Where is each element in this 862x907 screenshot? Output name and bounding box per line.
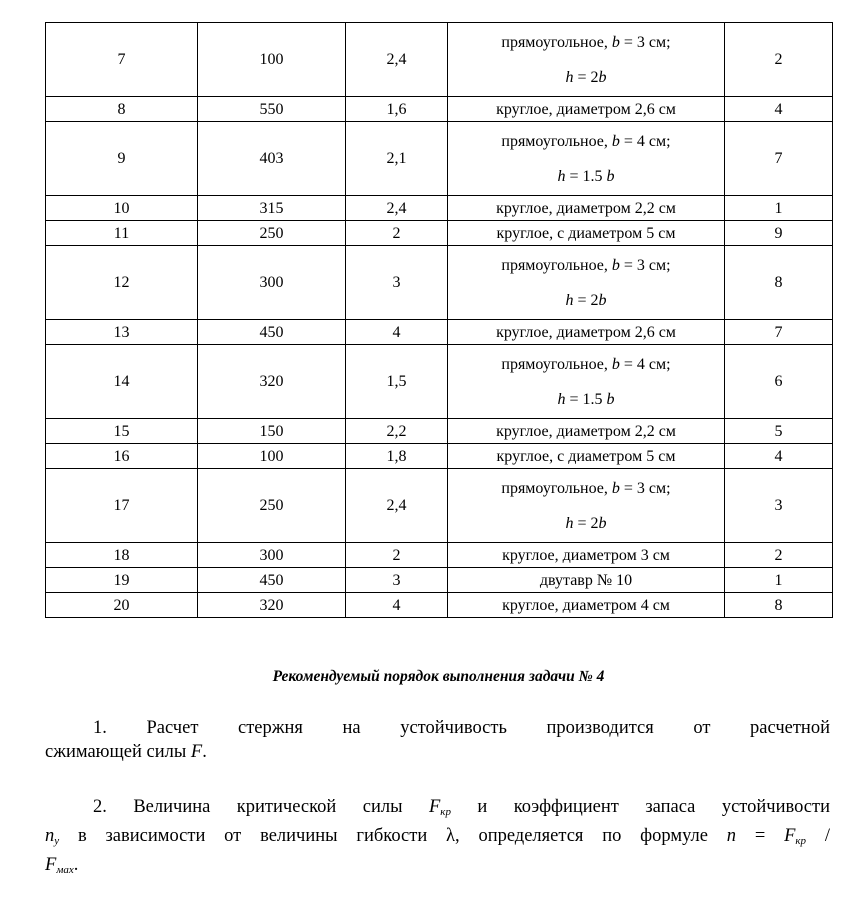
variant-number-cell: 11 — [46, 221, 198, 246]
length-cell: 1,5 — [346, 345, 448, 419]
table-row — [46, 221, 833, 246]
safety-factor-subscript: y — [54, 835, 60, 847]
width-value: = 4 см; — [619, 132, 671, 150]
paragraph-2-text-a: 2. Величина критической силы — [93, 797, 429, 817]
paragraph-2-line-3 — [45, 853, 830, 882]
force-cell: 315 — [198, 196, 346, 221]
width-value: = 4 см; — [619, 355, 671, 373]
force-cell: 403 — [198, 122, 346, 196]
variants-table — [45, 22, 833, 618]
cross-section-cell: круглое, диаметром 2,2 см — [448, 419, 725, 444]
height-width-symbol: b — [606, 390, 615, 408]
formula-fcr-subscript: кр — [795, 835, 807, 847]
formula-equals: = — [736, 826, 785, 846]
cross-section-cell: круглое, диаметром 2,2 см — [448, 196, 725, 221]
support-scheme-cell: 4 — [725, 444, 833, 469]
variant-number-cell: 10 — [46, 196, 198, 221]
length-cell: 1,8 — [346, 444, 448, 469]
cross-section-cell — [448, 122, 725, 196]
force-cell: 250 — [198, 469, 346, 543]
cross-section-cell: круглое, диаметром 4 см — [448, 593, 725, 618]
table-row — [46, 469, 833, 543]
height-symbol: h — [565, 68, 574, 86]
cross-section-type: прямоугольное, — [501, 33, 612, 51]
width-symbol: b — [611, 33, 620, 51]
support-scheme-cell: 5 — [725, 419, 833, 444]
paragraph-1-line-1: 1. Расчет стержня на устойчивость производится от расчетной — [93, 718, 830, 738]
width-symbol: b — [611, 355, 620, 373]
cross-section-line-2 — [448, 391, 724, 408]
variant-number-cell: 9 — [46, 122, 198, 196]
length-cell: 3 — [346, 246, 448, 320]
cross-section-cell: круглое, диаметром 2,6 см — [448, 320, 725, 345]
cross-section-cell: двутавр № 10 — [448, 568, 725, 593]
width-symbol: b — [611, 132, 620, 150]
force-cell: 100 — [198, 444, 346, 469]
paragraph-2 — [45, 795, 830, 882]
variant-number-cell: 12 — [46, 246, 198, 320]
height-relation: = 1.5 — [565, 167, 607, 185]
length-cell: 1,6 — [346, 97, 448, 122]
support-scheme-cell: 1 — [725, 196, 833, 221]
formula-fmax-subscript: мах — [56, 864, 74, 876]
variant-number-cell: 18 — [46, 543, 198, 568]
formula-fmax: F — [45, 855, 57, 875]
paragraph-1-line-2 — [45, 740, 830, 764]
cross-section-line-1 — [448, 356, 724, 373]
support-scheme-cell: 7 — [725, 320, 833, 345]
variant-number-cell: 15 — [46, 419, 198, 444]
force-cell: 450 — [198, 568, 346, 593]
support-scheme-cell: 2 — [725, 543, 833, 568]
table-row — [46, 320, 833, 345]
cross-section-line-2 — [448, 515, 724, 532]
cross-section-line-2 — [448, 168, 724, 185]
table-row — [46, 345, 833, 419]
width-symbol: b — [611, 256, 620, 274]
length-cell: 3 — [346, 568, 448, 593]
height-width-symbol: b — [598, 68, 607, 86]
length-cell: 2,4 — [346, 469, 448, 543]
force-cell: 550 — [198, 97, 346, 122]
variant-number-cell: 13 — [46, 320, 198, 345]
paragraph-2-text-c: в зависимости от величины гибкости λ, определяется по формуле — [59, 826, 727, 846]
cross-section-type: прямоугольное, — [501, 132, 612, 150]
cross-section-type: прямоугольное, — [501, 479, 612, 497]
support-scheme-cell: 9 — [725, 221, 833, 246]
formula-n: n — [726, 826, 737, 846]
height-relation: = 1.5 — [565, 390, 607, 408]
width-value: = 3 см; — [619, 256, 671, 274]
variant-number-cell: 19 — [46, 568, 198, 593]
table-row — [46, 246, 833, 320]
cross-section-type: прямоугольное, — [501, 355, 612, 373]
height-width-symbol: b — [606, 167, 615, 185]
variant-number-cell: 7 — [46, 23, 198, 97]
formula-slash: / — [806, 826, 830, 846]
support-scheme-cell: 3 — [725, 469, 833, 543]
height-symbol: h — [557, 167, 566, 185]
cross-section-cell: круглое, диаметром 3 см — [448, 543, 725, 568]
paragraph-2-line-1 — [45, 795, 830, 824]
safety-factor-symbol: n — [45, 826, 55, 846]
cross-section-line-1 — [448, 257, 724, 274]
variant-number-cell: 20 — [46, 593, 198, 618]
support-scheme-cell: 7 — [725, 122, 833, 196]
height-relation: = 2 — [573, 291, 599, 309]
force-symbol: F — [190, 742, 203, 762]
force-cell: 300 — [198, 246, 346, 320]
cross-section-line-1 — [448, 34, 724, 51]
cross-section-cell — [448, 23, 725, 97]
support-scheme-cell: 8 — [725, 593, 833, 618]
height-relation: = 2 — [573, 68, 599, 86]
force-cell: 450 — [198, 320, 346, 345]
table-body — [46, 23, 833, 618]
table-row — [46, 543, 833, 568]
width-symbol: b — [611, 479, 620, 497]
formula-fcr: F — [784, 826, 796, 846]
force-cell: 150 — [198, 419, 346, 444]
critical-force-subscript: кр — [440, 806, 451, 818]
support-scheme-cell: 6 — [725, 345, 833, 419]
cross-section-line-2 — [448, 292, 724, 309]
height-relation: = 2 — [573, 514, 599, 532]
height-width-symbol: b — [598, 514, 607, 532]
length-cell: 4 — [346, 320, 448, 345]
length-cell: 2 — [346, 543, 448, 568]
cross-section-cell — [448, 469, 725, 543]
length-cell: 2 — [346, 221, 448, 246]
cross-section-line-1 — [448, 133, 724, 150]
paragraph-2-line-2 — [45, 824, 830, 853]
paragraph-1-text: сжимающей силы — [45, 742, 191, 762]
support-scheme-cell: 4 — [725, 97, 833, 122]
table-row — [46, 568, 833, 593]
table-row — [46, 419, 833, 444]
section-title: Рекомендуемый порядок выполнения задачи № 4 — [272, 668, 605, 685]
cross-section-line-1 — [448, 480, 724, 497]
length-cell: 2,2 — [346, 419, 448, 444]
critical-force-symbol: F — [428, 797, 441, 817]
width-value: = 3 см; — [619, 33, 671, 51]
force-cell: 100 — [198, 23, 346, 97]
cross-section-cell: круглое, с диаметром 5 см — [448, 221, 725, 246]
cross-section-cell — [448, 246, 725, 320]
height-symbol: h — [557, 390, 566, 408]
cross-section-type: прямоугольное, — [501, 256, 612, 274]
force-cell: 320 — [198, 345, 346, 419]
table-row — [46, 122, 833, 196]
table-row — [46, 444, 833, 469]
table-row — [46, 23, 833, 97]
force-cell: 250 — [198, 221, 346, 246]
variant-number-cell: 17 — [46, 469, 198, 543]
cross-section-cell: круглое, с диаметром 5 см — [448, 444, 725, 469]
support-scheme-cell: 8 — [725, 246, 833, 320]
support-scheme-cell: 1 — [725, 568, 833, 593]
force-cell: 320 — [198, 593, 346, 618]
support-scheme-cell: 2 — [725, 23, 833, 97]
width-value: = 3 см; — [619, 479, 671, 497]
paragraph-2-text-b: и коэффициент запаса устойчивости — [450, 797, 830, 817]
table-row — [46, 97, 833, 122]
cross-section-cell — [448, 345, 725, 419]
height-symbol: h — [565, 514, 574, 532]
force-cell: 300 — [198, 543, 346, 568]
cross-section-line-2 — [448, 69, 724, 86]
paragraph-1-end: . — [202, 742, 207, 762]
paragraph-2-end: . — [73, 855, 79, 875]
length-cell: 2,4 — [346, 23, 448, 97]
height-symbol: h — [565, 291, 574, 309]
table-row — [46, 593, 833, 618]
height-width-symbol: b — [598, 291, 607, 309]
variant-number-cell: 14 — [46, 345, 198, 419]
length-cell: 2,1 — [346, 122, 448, 196]
variant-number-cell: 16 — [46, 444, 198, 469]
length-cell: 4 — [346, 593, 448, 618]
variant-number-cell: 8 — [46, 97, 198, 122]
paragraph-1 — [45, 716, 830, 764]
cross-section-cell: круглое, диаметром 2,6 см — [448, 97, 725, 122]
length-cell: 2,4 — [346, 196, 448, 221]
table-row — [46, 196, 833, 221]
